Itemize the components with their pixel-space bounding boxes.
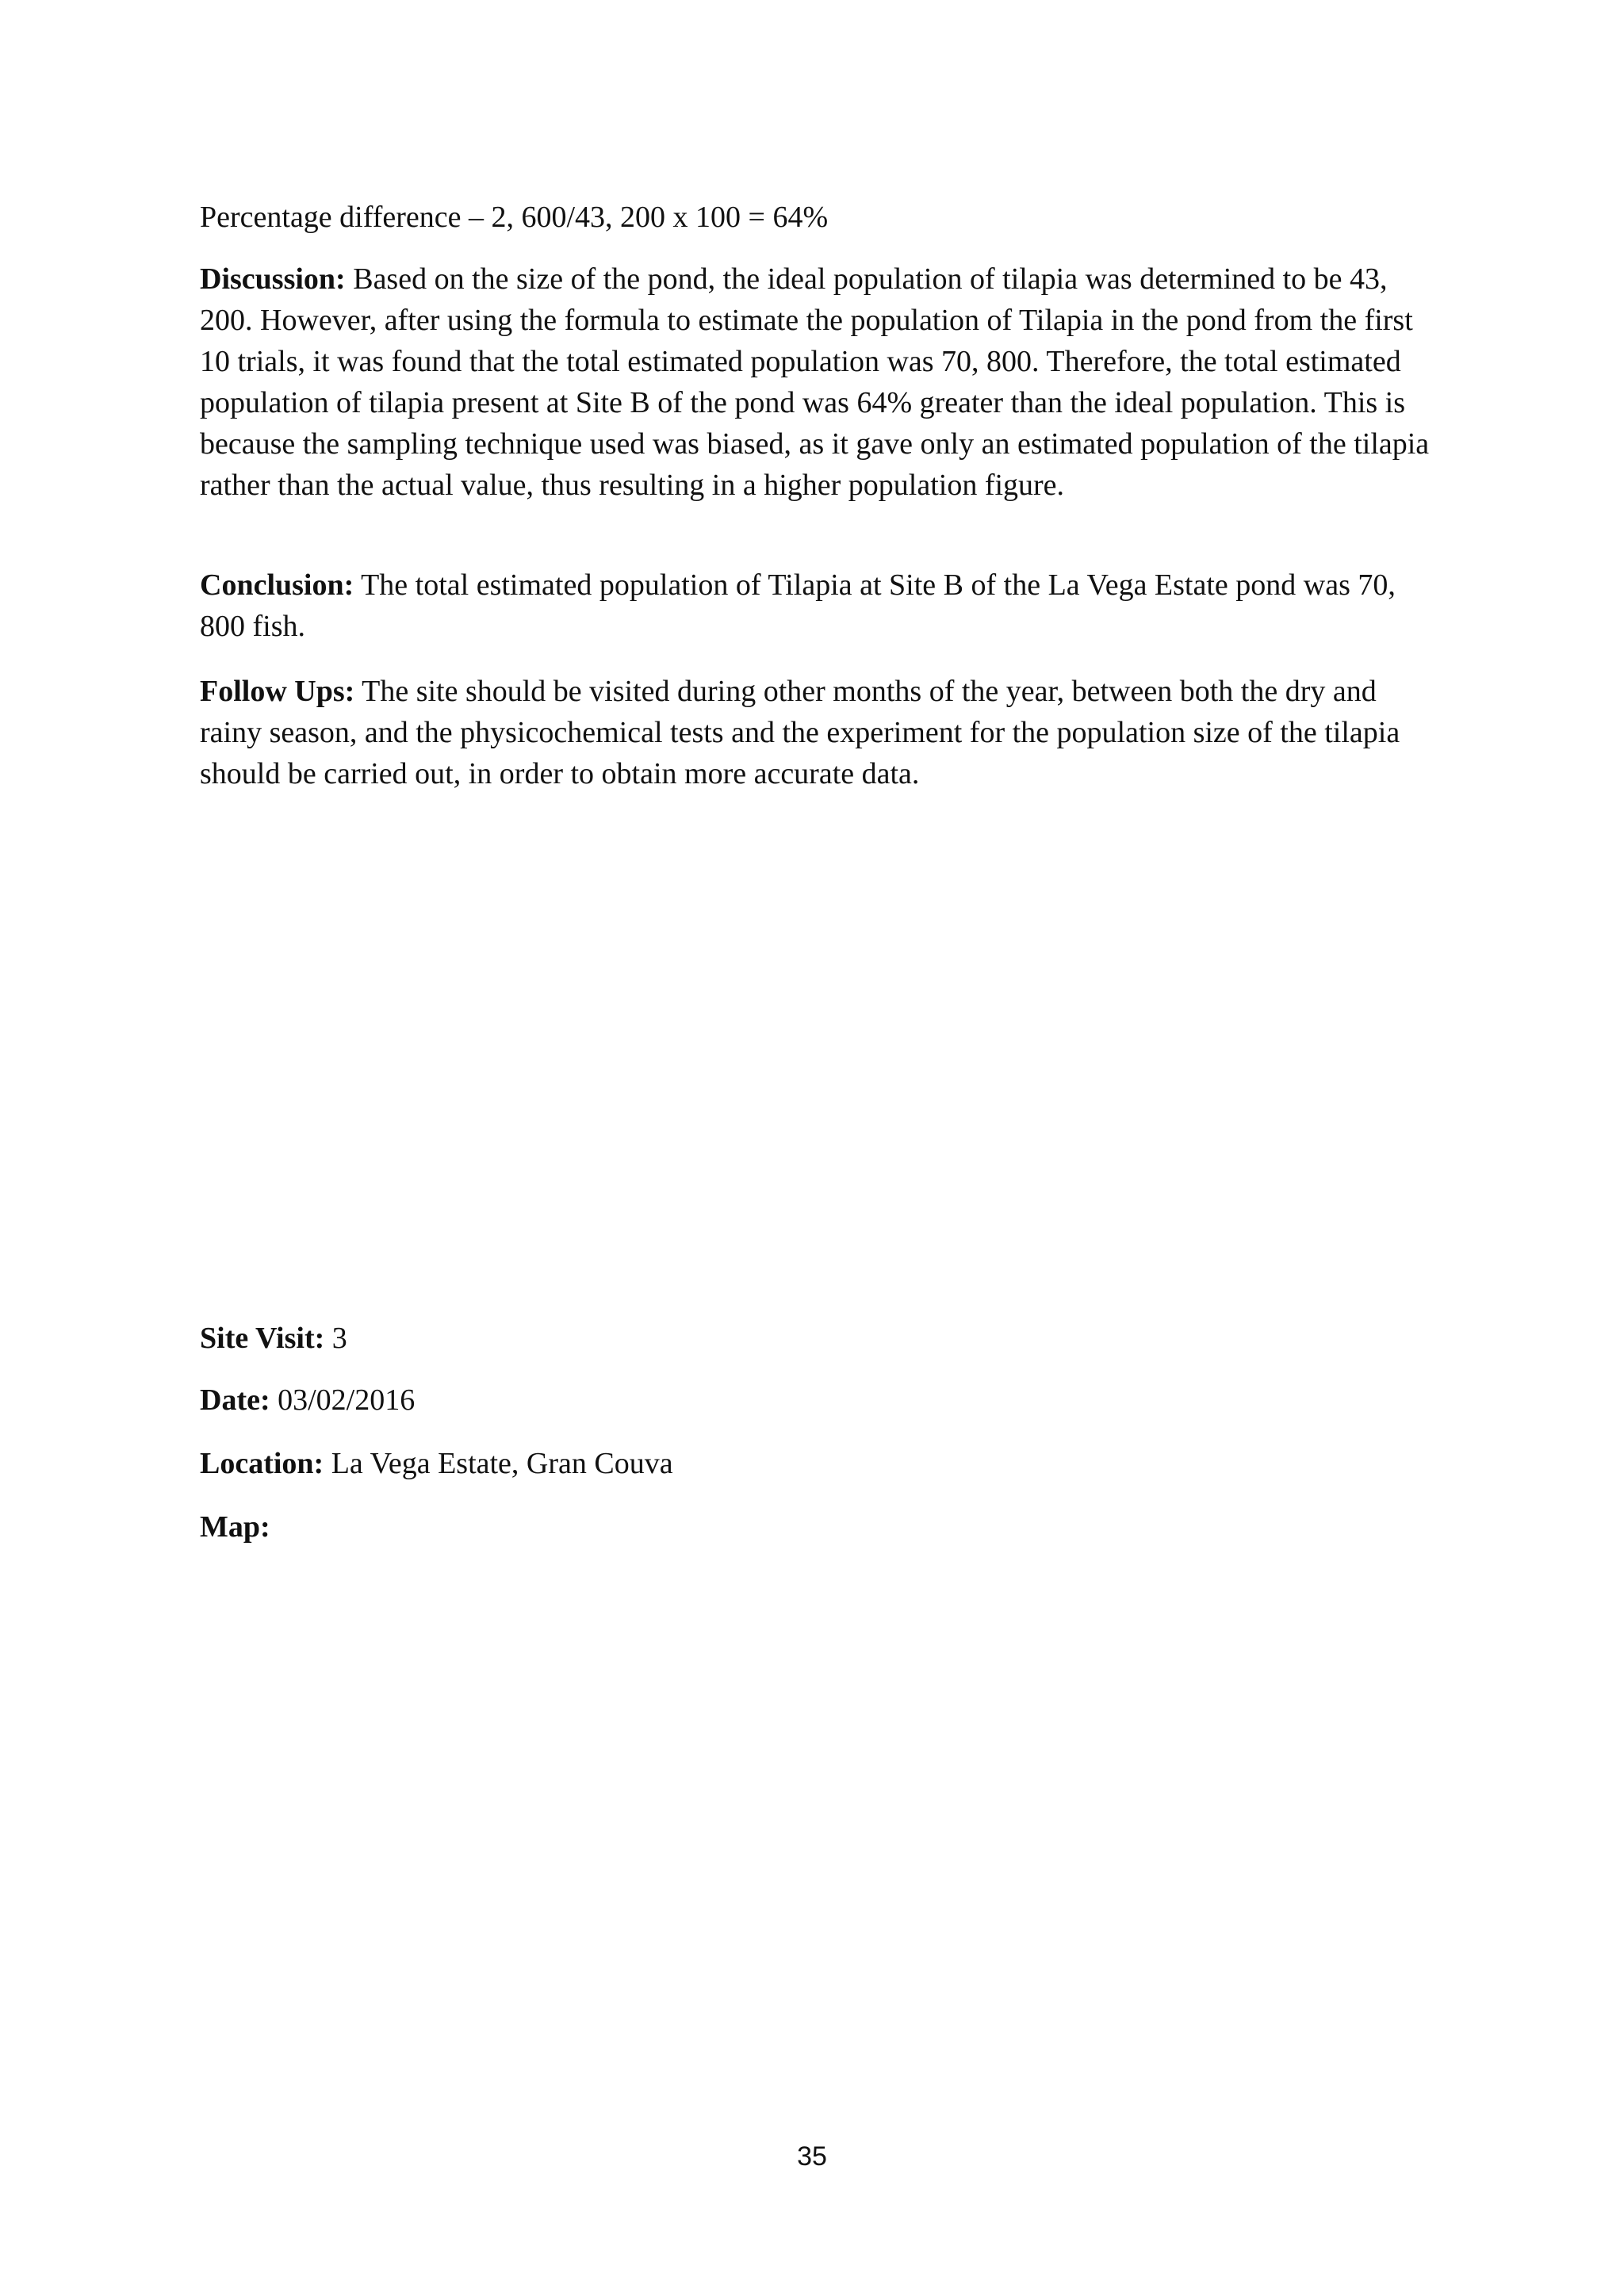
location-label: Location: bbox=[200, 1447, 324, 1480]
site-visit-value: 3 bbox=[324, 1322, 347, 1355]
follow-ups-text: The site should be visited during other months of the year, between both the dry and rainy season, and the physicochemical tests and the experiment for the population size of the tilapia should be carried out, in order to obtain more accurate data. bbox=[200, 675, 1400, 790]
percentage-difference-line bbox=[200, 197, 1437, 238]
conclusion-text: The total estimated population of Tilapia at Site B of the La Vega Estate pond was 70, 800 fish. bbox=[200, 568, 1396, 643]
map-label: Map: bbox=[200, 1510, 270, 1544]
conclusion-paragraph bbox=[200, 564, 1437, 647]
site-visit-line bbox=[200, 1318, 347, 1359]
page-number: 35 bbox=[797, 2141, 827, 2172]
date-value: 03/02/2016 bbox=[270, 1383, 416, 1417]
percentage-difference-text: Percentage difference – 2, 600/43, 200 x 100 = 64% bbox=[200, 201, 829, 234]
map-line bbox=[200, 1506, 270, 1548]
follow-ups-label: Follow Ups: bbox=[200, 675, 355, 708]
discussion-paragraph bbox=[200, 258, 1437, 506]
date-label: Date: bbox=[200, 1383, 270, 1417]
discussion-label: Discussion: bbox=[200, 262, 346, 296]
follow-ups-paragraph bbox=[200, 671, 1437, 794]
location-value: La Vega Estate, Gran Couva bbox=[324, 1447, 673, 1480]
site-visit-label: Site Visit: bbox=[200, 1322, 325, 1355]
date-line bbox=[200, 1380, 415, 1421]
conclusion-label: Conclusion: bbox=[200, 568, 354, 602]
discussion-text: Based on the size of the pond, the ideal population of tilapia was determined to be 43, 200. However, after using the formula to estimate the population of Tilapia in the pond from the first 10 trials, it was found that the total estimated population was 70, 800. Therefore, the total estimated population of tilapia present at Site B of the pond was 64% greater than the ideal population. This is because the sampling technique used was biased, as it gave only an estimated population of the tilapia rather than the actual value, thus resulting in a higher population figure. bbox=[200, 262, 1430, 502]
location-line bbox=[200, 1443, 673, 1484]
